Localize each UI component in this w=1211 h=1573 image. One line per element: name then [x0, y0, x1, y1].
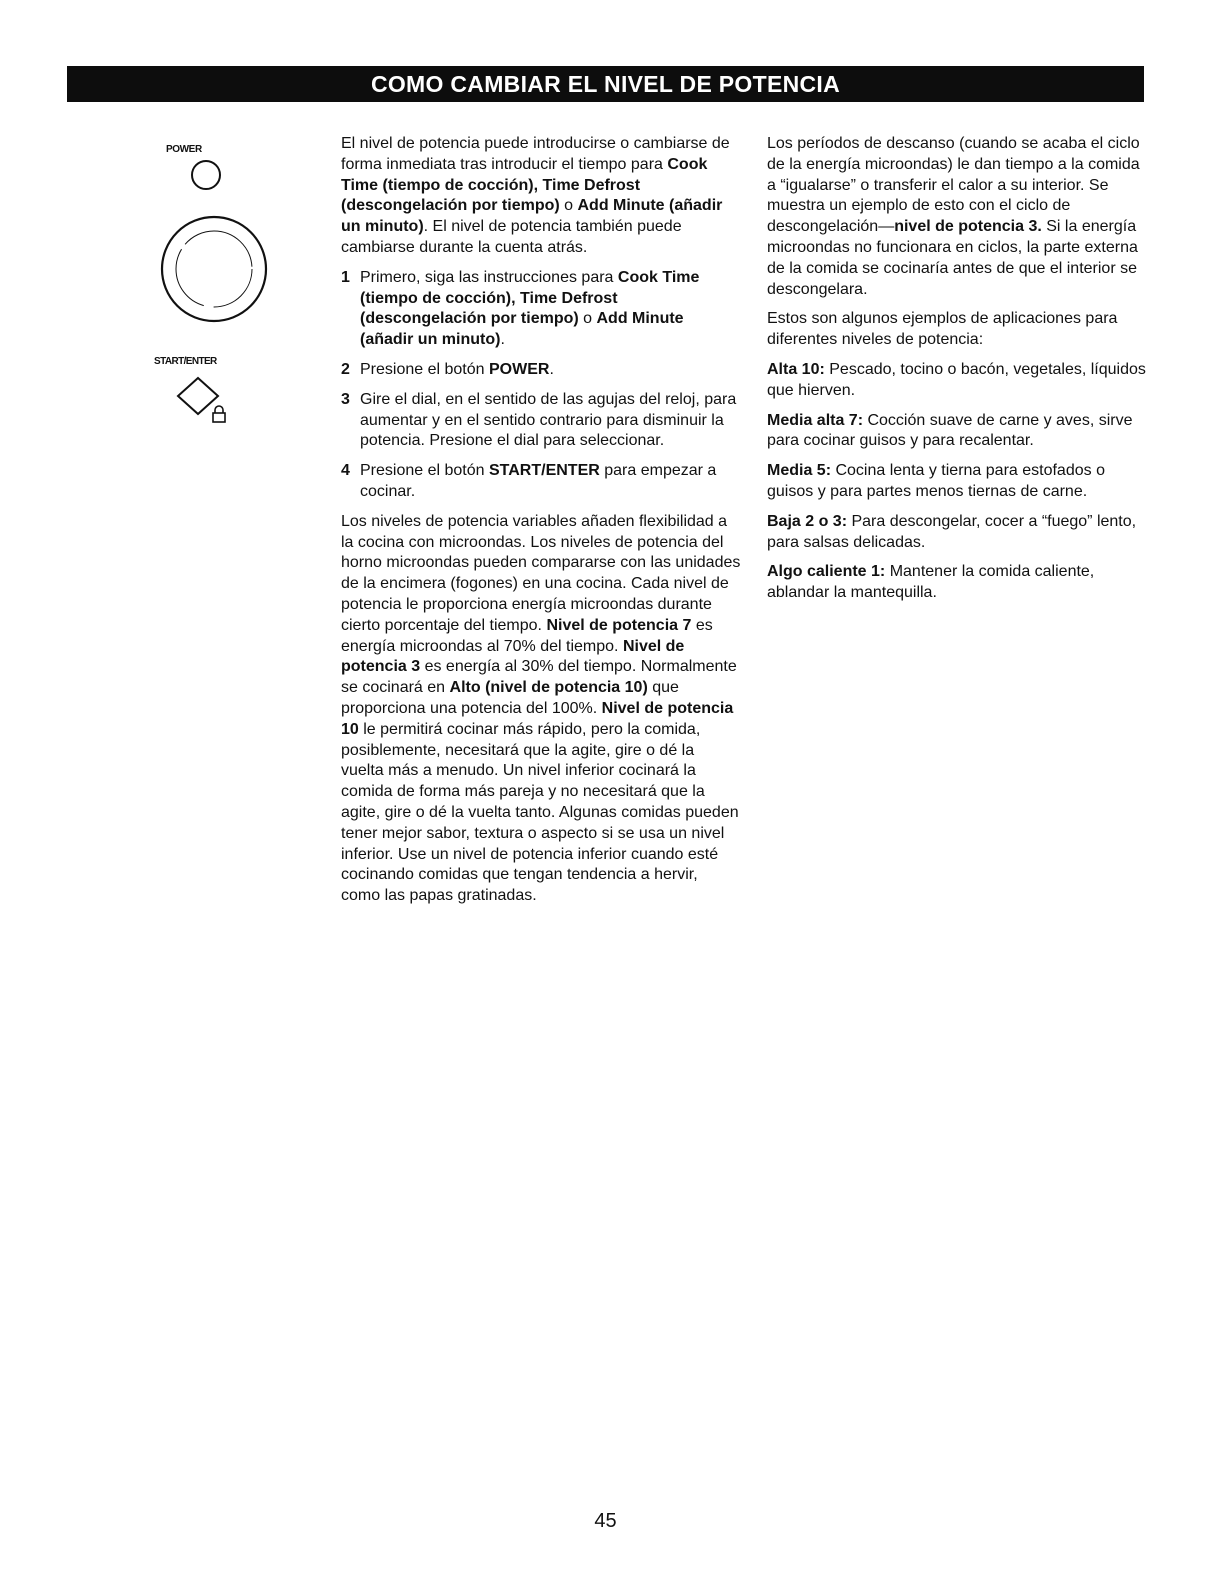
step-item: 2 Presione el botón POWER. — [341, 360, 554, 378]
power-levels-paragraph: Los niveles de potencia variables añaden flexibilidad a la cocina con microondas. Los niveles de potencia del horno microondas pueden compararse con las unidades de la encimera (fogones) en una cocina. Cada nivel de potencia le proporciona energía microondas durante cierto porcentaje del tiempo. Nivel de potencia 7 es energía microondas al 70% del tiempo. Nivel de potencia 3 es energía al 30% del tiempo. Normalmente se cocinará en Alto (nivel de potencia 10) que proporciona una potencia del 100%. Nivel de potencia 10 le permitirá cocinar más rápido, pero la comida, posiblemente, necesitará que la agite, gire o dé la vuelta más a menudo. Un nivel inferior cocinará la comida de forma más pareja y no necesitará que la agite, gire o dé la vuelta tanto. Algunas comidas pueden tener mejor sabor, textura o aspecto si se usa un nivel inferior. Use un nivel de potencia inferior cuando esté cocinando comidas que tengan tendencia a hervir, como las papas gratinadas. — [341, 512, 741, 905]
level-item: Alta 10: Pescado, tocino o bacón, vegetales, líquidos que hierven. — [767, 360, 1146, 399]
left-column — [341, 134, 741, 916]
power-button-icon — [189, 158, 223, 192]
page-number: 45 — [594, 1510, 617, 1532]
intro-paragraph: El nivel de potencia puede introducirse o cambiarse de forma inmediata tras introducir el tiempo para Cook Time (tiempo de cocción), Time Defrost (descongelación por tiempo) o Add Minute (añadir un minuto). El nivel de potencia también puede cambiarse durante la cuenta atrás. — [341, 135, 730, 256]
page-title — [67, 66, 1144, 102]
step-item: 3 Gire el dial, en el sentido de las agujas del reloj, para aumentar y en el sentido contrario para disminuir la potencia. Presione el dial para seleccionar. — [341, 390, 737, 450]
rest-periods-paragraph: Los períodos de descanso (cuando se acaba el ciclo de la energía microondas) le dan tiempo a la comida a “igualarse” o transferir el calor a su interior. Se muestra un ejemplo de esto con el ciclo de descongelación—nivel de potencia 3. Si la energía microondas no funcionara en ciclos, la parte externa de la comida se cocinaría antes de que el interior se descongelara. — [767, 135, 1140, 298]
power-label: POWER — [166, 144, 202, 155]
level-item: Media alta 7: Cocción suave de carne y aves, sirve para cocinar guisos y para recalentar. — [767, 411, 1133, 450]
step-item: 4 Presione el botón START/ENTER para empezar a cocinar. — [341, 462, 717, 500]
level-item: Baja 2 o 3: Para descongelar, cocer a “fuego” lento, para salsas delicadas. — [767, 512, 1137, 551]
dial-icon — [159, 214, 269, 324]
step-item: 1 Primero, siga las instrucciones para Cook Time (tiempo de cocción), Time Defrost (descongelación por tiempo) o Add Minute (añadir un minuto). — [341, 268, 700, 349]
control-icons — [140, 130, 280, 450]
start-enter-label: START/ENTER — [154, 356, 217, 367]
page-title-text: COMO CAMBIAR EL NIVEL DE POTENCIA — [370, 70, 841, 97]
step-list — [341, 268, 741, 503]
examples-intro: Estos son algunos ejemplos de aplicaciones para diferentes niveles de potencia: — [767, 310, 1118, 349]
level-item: Algo caliente 1: Mantener la comida caliente, ablandar la mantequilla. — [767, 563, 1095, 602]
level-item: Media 5: Cocina lenta y tierna para estofados o guisos y para partes menos tiernas de carne. — [767, 462, 1105, 500]
lock-icon — [211, 405, 227, 423]
right-column — [767, 134, 1147, 613]
